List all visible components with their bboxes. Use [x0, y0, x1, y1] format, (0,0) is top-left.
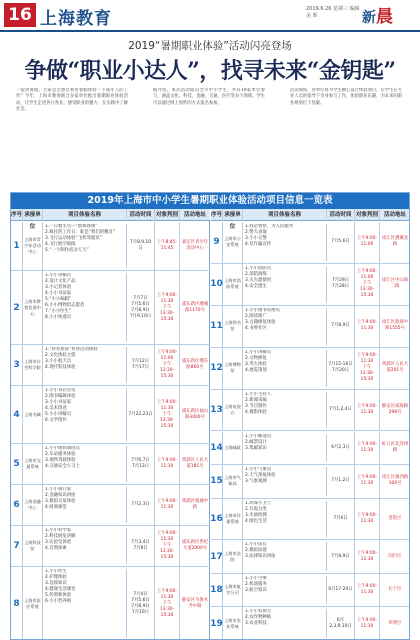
host-unit: 上海市社会科学院 [23, 345, 43, 385]
host-unit: 上海图书馆 [223, 306, 243, 347]
venue-address: 徐汇区淮海中路1555号 [381, 320, 409, 332]
row-number: 14 [211, 432, 223, 465]
activity-items: 1.小小主持人 2.新闻采编 3.节目制作 4.摄影体验 [243, 392, 327, 429]
host-unit: 上海市消防系统 [223, 264, 243, 305]
venue-address: 静安区乌鲁木齐中路 [181, 597, 209, 609]
activity-items: 1.小小图书管理员 2.阅读推广 3.古籍修复体验 4.书香社区 [243, 308, 327, 345]
row-number: 16 [211, 499, 223, 540]
activity-items: 1.小小书店店员 2.图书编辑体验 3.小小书法家 4.美术创意 5.小小讲解员 6.文学创作 [43, 388, 127, 441]
row-number: 17 [211, 540, 223, 573]
section-title: 上海教育 [40, 9, 112, 29]
row-number: 8 [11, 567, 23, 640]
audience: 上午9:00-11:30 下午13:30-15:30 [155, 271, 180, 344]
page-header [0, 0, 420, 32]
activity-items: 1.小小地铁调度员 2.车站服务体验 3.地铁驾驶体验 4.交通安全小卫士 [43, 446, 127, 482]
host-unit: 上海金融中心 [23, 485, 43, 525]
row-number: 4 [11, 386, 23, 443]
host-unit: 上海市公安系统 [223, 222, 243, 263]
venue-address: 徐汇区漕溪北路 [381, 236, 409, 248]
row-number: 19 [211, 607, 223, 640]
row-number: 15 [211, 465, 223, 498]
host-unit: 上海市医疗系统 [23, 567, 43, 640]
audience: 上午9:00-11:30 下午13:30-15:30 [355, 348, 380, 389]
activity-time: 7月8,9,10日 [127, 222, 155, 270]
row-number: 12 [211, 348, 223, 389]
activity-items: 1.小小银行家 2.金融知识讲座 3.模拟交易体验 4.财商课堂 [43, 487, 127, 523]
host-unit: 上海博物馆 [223, 348, 243, 389]
venue-address: 黄浦区人民大道201号 [381, 362, 409, 374]
activity-items: 1.小小消防员 2.消防演练 3.灭火器使用 4.安全逃生 [243, 266, 327, 303]
table-header-right [211, 209, 410, 230]
table-row [11, 386, 210, 444]
table-row [11, 567, 210, 640]
masthead-logo [362, 2, 393, 27]
table-row [211, 574, 410, 608]
audience: 上午9:00-11:30 下午13:30-15:30 [155, 567, 180, 640]
venue-address: 徐汇区中山南二路 [381, 278, 409, 290]
table-row [211, 390, 410, 432]
audience: 上午9:00-11:30 下午13:30-15:30 [155, 386, 180, 443]
audience: 上午9:00-11:30 [355, 432, 380, 465]
header-venue: 活动地址 [383, 211, 406, 218]
host-unit: 上海科技馆 [23, 526, 43, 566]
activity-time: 6月17-20日 [327, 574, 355, 607]
article-subtitle: 2019“暑期职业体验”活动闪亮登场 [128, 40, 292, 52]
audience: 上午9:00-11:30 [355, 306, 380, 347]
activity-time: 7月29日 7月28日 [327, 264, 355, 305]
article-column-2: 据介绍，本次活动面向全市中小学生，共有19家单位参与，涵盖文化、科技、金融、交通、医疗等多个领域。学生可以通过网上预约的方式报名参加。 [153, 88, 265, 106]
audience: 上午9:00-11:30 [355, 390, 380, 431]
audience: 上午9:00-11:30 [355, 607, 380, 640]
article-headline: 争做“职业小达人”，找寻未来“金钥匙” [24, 58, 396, 84]
row-number: 1 [11, 222, 23, 270]
host-unit: 上海邮政 [223, 432, 243, 465]
activity-time: 7月3,4日 7月8日 [127, 526, 155, 566]
venue-address: 徐汇区蒲西路166号 [381, 475, 409, 487]
table-row [211, 540, 410, 574]
host-unit: 上海书城 [23, 386, 43, 443]
venue-address: 浦东新区漕东路860号 [181, 359, 209, 371]
table-row [11, 526, 210, 567]
venue-address: 长宁区 [388, 587, 402, 593]
host-unit: 上海市航空公司 [223, 574, 243, 607]
host-unit: 上海市环保系统 [223, 499, 243, 540]
activity-items: 1.我是警察，为人民服务 2.警犬表演 3.小小交警 4.反诈骗宣传 [243, 224, 327, 261]
header-rule [0, 30, 420, 32]
header-time: 活动时间 [127, 209, 155, 221]
activity-items: 1.环保小卫士 2.垃圾分类 3.水质检测 4.绿色生活 [243, 501, 327, 538]
header-unit: 承接单位 [23, 209, 43, 221]
activity-time: 7月8,9日 [327, 306, 355, 347]
row-number: 18 [211, 574, 223, 607]
activity-items: 1.小小气象员 2.天气预报体验 3.气象观测 [243, 467, 327, 496]
activity-items: 1.小小邮递员 2.邮票设计 3.集邮知识 [243, 434, 327, 463]
issue-meta: 2019.6.26 星期三 编辑 美 晖 [306, 6, 360, 19]
header-unit: 承接单位 [223, 209, 243, 221]
audience: 上午9:00-11:30 下午13:30-15:30 [155, 526, 180, 566]
venue-address: 静安区威海路298号 [381, 404, 409, 416]
activity-items: 1.小小法官 2.模拟法庭 3.法律知识讲座 [243, 542, 327, 571]
audience: 上午9:00-11:30 [155, 485, 180, 525]
activity-time: 7月1,2日 [327, 465, 355, 498]
table-row [11, 222, 210, 271]
header-items: 项目体验名称 [43, 209, 127, 221]
table-header-left [11, 209, 210, 230]
audience: 上午9:00-11:30 [355, 499, 380, 540]
venue-address: 虹口区北苏州路 [381, 441, 409, 453]
table-row [211, 499, 410, 541]
venue-address: 闵行区 [388, 553, 402, 559]
activity-table [10, 192, 410, 640]
activity-time: 7月22,23日 [127, 386, 155, 443]
activity-time: 7月6,7日 7月13日 [127, 444, 155, 484]
table-title: 2019年上海市中小学生暑期职业体验活动项目信息一览表 [11, 193, 409, 209]
row-number: 7 [11, 526, 23, 566]
header-no: 序号 [11, 209, 23, 221]
activity-time: 7月4日 7月5,6日 7月8,9日 7月10日 [127, 567, 155, 640]
header-audience: 对象判别 [355, 209, 380, 221]
activity-time: 7月12日 7月17日 [127, 345, 155, 385]
audience: 上午8:45-11:45 [155, 222, 180, 270]
audience: 上午9:00-11:30 [155, 444, 180, 484]
table-row [211, 348, 410, 390]
activity-time: 7月2,3日 [127, 485, 155, 525]
table-row [11, 485, 210, 526]
host-unit: 上海市法院 [223, 540, 243, 573]
activity-items: 1.“科普星际”科普活动体验 2.文化体验之旅 3.小小航天员 4.现代科技体验 [43, 347, 127, 383]
article-column-3: 活动期间，各单位将为学生精心设计体验项目，让学生在专业人员的指导下亲身参与工作，体验职业乐趣，为未来的职业规划打下基础。 [290, 88, 402, 106]
article-column-1: 一提到暑假，大家是否想过利用暑假体验一下成年人的工作？今年，上海市教委联合多家单位推出暑期职业体验活动，让学生走进各行各业，感受职业的魅力，在实践中了解社会。 [16, 88, 128, 113]
activity-time: 6月2,3,9,10日 [327, 607, 355, 640]
header-audience: 对象判别 [155, 209, 180, 221]
activity-items: 1.小小农场主 2.农作物种植 3.农业科技 [243, 609, 327, 638]
host-unit: 上海市教育发展中心 [23, 271, 43, 344]
host-unit: 上海市青少年活动中心 [23, 222, 43, 270]
table-row [211, 607, 410, 640]
host-unit: 上海市交通系统 [23, 444, 43, 484]
activity-items: 1.一日救生员—“救援现场” 2.疯狂的工作日：谁是“我们的精灵” 3.飞行运动体验“飞机驾驶员” 4.飞行航空航线 5.“一个制作宿舍天天” [43, 224, 127, 268]
table-row [11, 345, 210, 386]
row-number: 9 [211, 222, 223, 263]
table-row [211, 264, 410, 306]
row-number: 3 [11, 345, 23, 385]
table-row [211, 222, 410, 264]
venue-address: 嘉定区青少年活动中心 [181, 240, 209, 252]
table-left-half [11, 209, 210, 640]
activity-time: 7月7日 7月5,6日 7月8,9日 7月9,10日 [127, 271, 155, 344]
audience: 上午9:00-11:30 [355, 465, 380, 498]
activity-time: 6月2,3日 [327, 432, 355, 465]
row-number: 10 [211, 264, 223, 305]
activity-items: 1.小小空乘 2.机场服务 3.航空知识 [243, 576, 327, 605]
activity-time: 7月5,6日 [327, 222, 355, 263]
header-time: 活动时间 [327, 209, 355, 221]
header-no: 序号 [211, 209, 223, 221]
page-number: 16 [4, 3, 36, 27]
table-row [211, 432, 410, 466]
venue-address: 浦东新区漕溪路1170号 [181, 301, 209, 313]
table-row [11, 271, 210, 345]
header-items: 项目体验名称 [243, 209, 327, 221]
masthead-blue: 晨 [376, 7, 393, 27]
row-number: 11 [211, 306, 223, 347]
activity-time: 7月8,9日 [327, 540, 355, 573]
audience: 上午9:00-11:30 [355, 574, 380, 607]
audience: 上午9:00-11:00 下午13:30-15:30 [355, 264, 380, 305]
table-row [11, 444, 210, 485]
activity-items: 1.小小医生 2.护理体验 3.急救知识 4.健康生活课堂 5.药剂师体验 6.小小营养师 [43, 569, 127, 638]
activity-items: 1.小小科学家 2.科技展览讲解 3.实验室体验 4.自然探索 [43, 528, 127, 564]
table-row [211, 306, 410, 348]
venue-address: 奉贤区 [388, 620, 402, 626]
venue-address: 黄浦区银城中路 [181, 498, 209, 510]
masthead-red: 新 [362, 10, 376, 26]
row-number: 13 [211, 390, 223, 431]
audience: 上午9:00-11:00 [355, 222, 380, 263]
host-unit: 上海电视台 [223, 390, 243, 431]
venue-address: 黄浦区人民大道185号 [181, 457, 209, 469]
row-number: 2 [11, 271, 23, 344]
activity-items: 1.小小讲解员 2.文物修复 3.考古体验 4.展览策划 [243, 350, 327, 387]
row-number: 5 [11, 444, 23, 484]
activity-time: 7月1,2,4日 [327, 390, 355, 431]
audience: 上午9:00-11:00 下午13:30-15:30 [155, 345, 180, 385]
table-right-half [211, 209, 410, 640]
activity-time: 7月15-16日 7月20日 [327, 348, 355, 389]
venue-address: 普陀区 [388, 515, 402, 521]
table-row [211, 465, 410, 499]
row-number: 6 [11, 485, 23, 525]
venue-address: 浦东新区福山路3000号 [181, 408, 209, 420]
activity-time: 7月6日 [327, 499, 355, 540]
venue-address: 浦东新区世纪大道2000号 [181, 540, 209, 551]
activity-items: 1.小小审稿员 2.设计文化产品 3.小记者体验 4.小小书法家 5.“小小编辑” 6.小小博物馆志愿者 7.“小小医生” 8.小小快递员 [43, 273, 127, 342]
audience: 上午9:00-11:30 [355, 540, 380, 573]
header-venue: 活动地址 [183, 211, 206, 218]
host-unit: 上海市气象局 [223, 465, 243, 498]
host-unit: 上海市农业系统 [223, 607, 243, 640]
